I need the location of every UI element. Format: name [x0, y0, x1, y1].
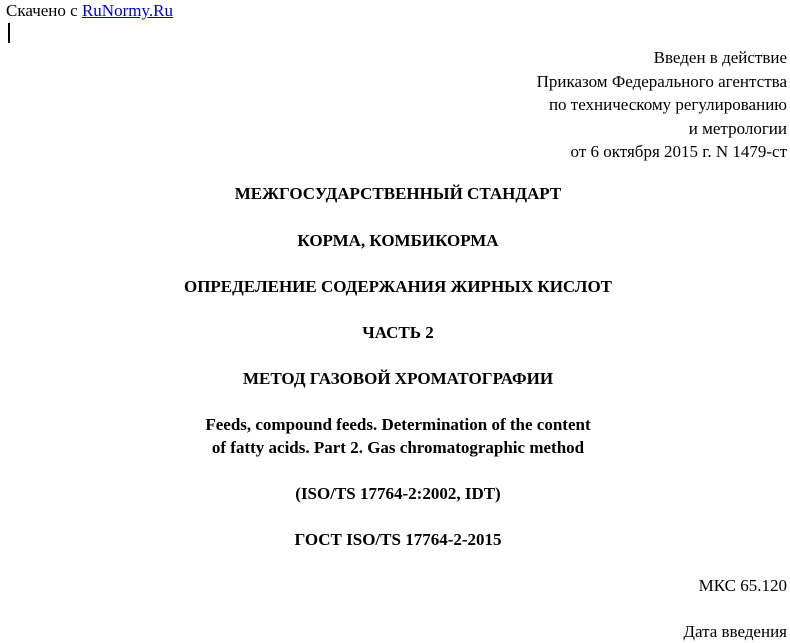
standard-title-1: КОРМА, КОМБИКОРМА [297, 231, 499, 250]
english-title [0, 413, 790, 459]
standard-title-2: ОПРЕДЕЛЕНИЕ СОДЕРЖАНИЯ ЖИРНЫХ КИСЛОТ [183, 277, 613, 296]
mks-code: МКС 65.120 [698, 576, 787, 595]
standard-method: МЕТОД ГАЗОВОЙ ХРОМАТОГРАФИИ [242, 369, 554, 388]
source-prefix: Скачено с [6, 1, 82, 20]
english-title-line: Feeds, compound feeds. Determination of the content [205, 415, 591, 434]
enactment-line: по техническому регулированию [548, 95, 787, 114]
standard-part: ЧАСТЬ 2 [362, 323, 434, 342]
gost-identifier: ГОСТ ISO/TS 17764-2-2015 [294, 530, 502, 549]
text-cursor [8, 23, 10, 43]
standard-heading: МЕЖГОСУДАРСТВЕННЫЙ СТАНДАРТ [234, 184, 562, 203]
enactment-line: Приказом Федерального агентства [536, 71, 787, 91]
source-line [6, 1, 173, 21]
enactment-line: и метрологии [688, 118, 787, 138]
runormy-link[interactable]: RuNormy.Ru [81, 1, 173, 20]
enactment-notice [537, 46, 787, 164]
effective-date-label: Дата введения [683, 622, 787, 641]
enactment-line: Введен в действие [653, 48, 787, 67]
english-title-line: of fatty acids. Part 2. Gas chromatographic method [211, 438, 585, 457]
iso-reference: (ISO/TS 17764-2:2002, IDT) [295, 484, 501, 503]
enactment-line: от 6 октября 2015 г. N 1479-ст [570, 142, 787, 161]
